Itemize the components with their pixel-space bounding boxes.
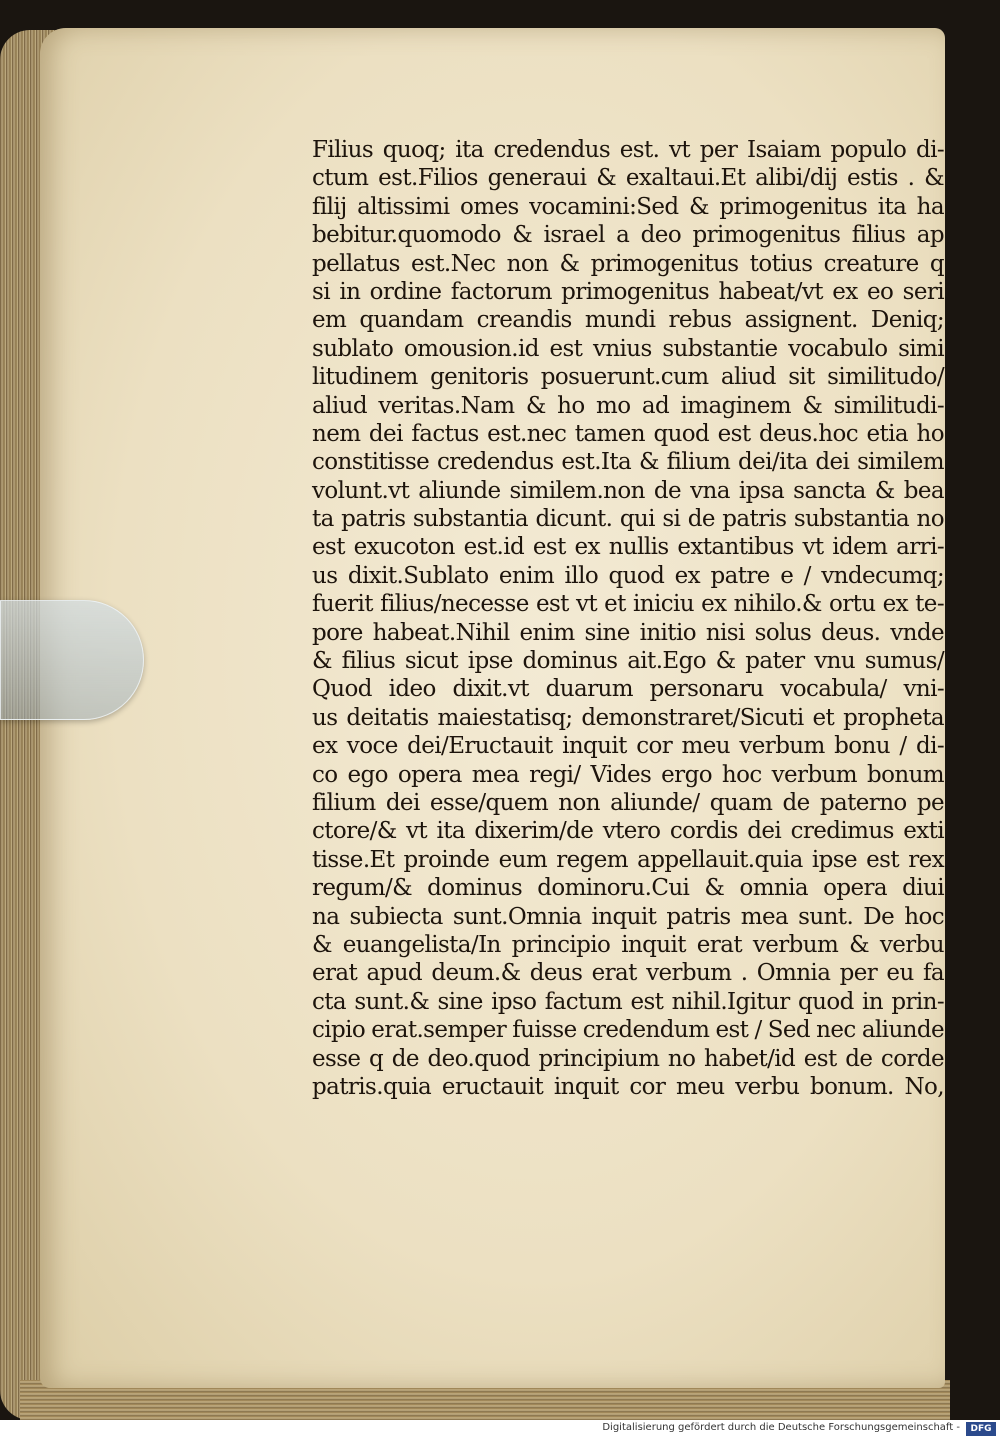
text-line: bebitur.quomodo & israel a deo primogenitus filius ap [312, 222, 944, 249]
text-line: & euangelista/In principio inquit erat verbum & verbu [312, 931, 944, 958]
text-line: filium dei esse/quem non aliunde/ quam de paterno pe [312, 789, 944, 816]
text-line: aliud veritas.Nam & ho mo ad imaginem & similitudi- [312, 392, 944, 419]
text-line: cta sunt.& sine ipso factum est nihil.Igitur quod in prin- [312, 988, 944, 1015]
text-line: litudinem genitoris posuerunt.cum aliud sit similitudo/ [312, 364, 944, 391]
text-line: & filius sicut ipse dominus ait.Ego & pater vnu sumus/ [312, 648, 944, 675]
plastic-bookmark [0, 600, 144, 720]
text-line: Filius quoq; ita credendus est. vt per Isaiam populo di- [312, 137, 944, 163]
text-line: regum/& dominus dominoru.Cui & omnia opera diui [312, 875, 944, 902]
text-line: na subiecta sunt.Omnia inquit patris mea sunt. De hoc [312, 903, 944, 930]
text-line: nem dei factus est.nec tamen quod est deus.hoc etia ho [312, 420, 944, 447]
text-line: constitisse credendus est.Ita & filium dei/ita dei similem [312, 449, 944, 476]
footer-bar [0, 1420, 1000, 1439]
text-line: patris.quia eructauit inquit cor meu verbu bonum. No, [312, 1073, 944, 1100]
text-line: ex voce dei/Eructauit inquit cor meu verbum bonu / di- [312, 733, 944, 760]
page-text-block [312, 136, 944, 1101]
text-line: pore habeat.Nihil enim sine initio nisi solus deus. vnde [312, 619, 944, 646]
text-line: us deitatis maiestatisq; demonstraret/Sicuti et propheta [312, 704, 944, 731]
text-line: Quod ideo dixit.vt duarum personaru vocabula/ vni- [312, 676, 944, 703]
text-line: tisse.Et proinde eum regem appellauit.quia ipse est rex [312, 846, 944, 873]
text-line: est exucoton est.id est ex nullis extantibus vt idem arri- [312, 534, 944, 561]
funding-credit: Digitalisierung gefördert durch die Deutsche Forschungsgemeinschaft - [602, 1422, 960, 1433]
dfg-logo-icon: DFG [966, 1422, 996, 1436]
text-line: ctore/& vt ita dixerim/de vtero cordis dei credimus exti [312, 818, 944, 845]
text-line: cipio erat.semper fuisse credendum est / Sed nec aliunde [312, 1017, 944, 1044]
text-line: si in ordine factorum primogenitus habeat/vt ex eo seri [312, 278, 944, 305]
text-line: sublato omousion.id est vnius substantie vocabulo simi [312, 335, 944, 362]
text-line: esse q de deo.quod principium no habet/id est de corde [312, 1045, 944, 1072]
text-line: filij altissimi omes vocamini:Sed & primogenitus ita ha [312, 193, 944, 220]
text-line: us dixit.Sublato enim illo quod ex patre e / vndecumq; [312, 562, 944, 589]
text-line: erat apud deum.& deus erat verbum . Omnia per eu fa [312, 960, 944, 987]
text-line: ta patris substantia dicunt. qui si de patris substantia no [312, 506, 944, 533]
text-line: co ego opera mea regi/ Vides ergo hoc verbum bonum [312, 761, 944, 788]
text-line: volunt.vt aliunde similem.non de vna ipsa sancta & bea [312, 477, 944, 504]
text-line: pellatus est.Nec non & primogenitus totius creature q [312, 250, 944, 277]
text-line: ctum est.Filios generaui & exaltaui.Et alibi/dij estis . & [312, 165, 944, 192]
text-line: em quandam creandis mundi rebus assignent. Deniq; [312, 307, 944, 334]
text-line: fuerit filius/necesse est vt et iniciu ex nihilo.& ortu ex te- [312, 591, 944, 618]
